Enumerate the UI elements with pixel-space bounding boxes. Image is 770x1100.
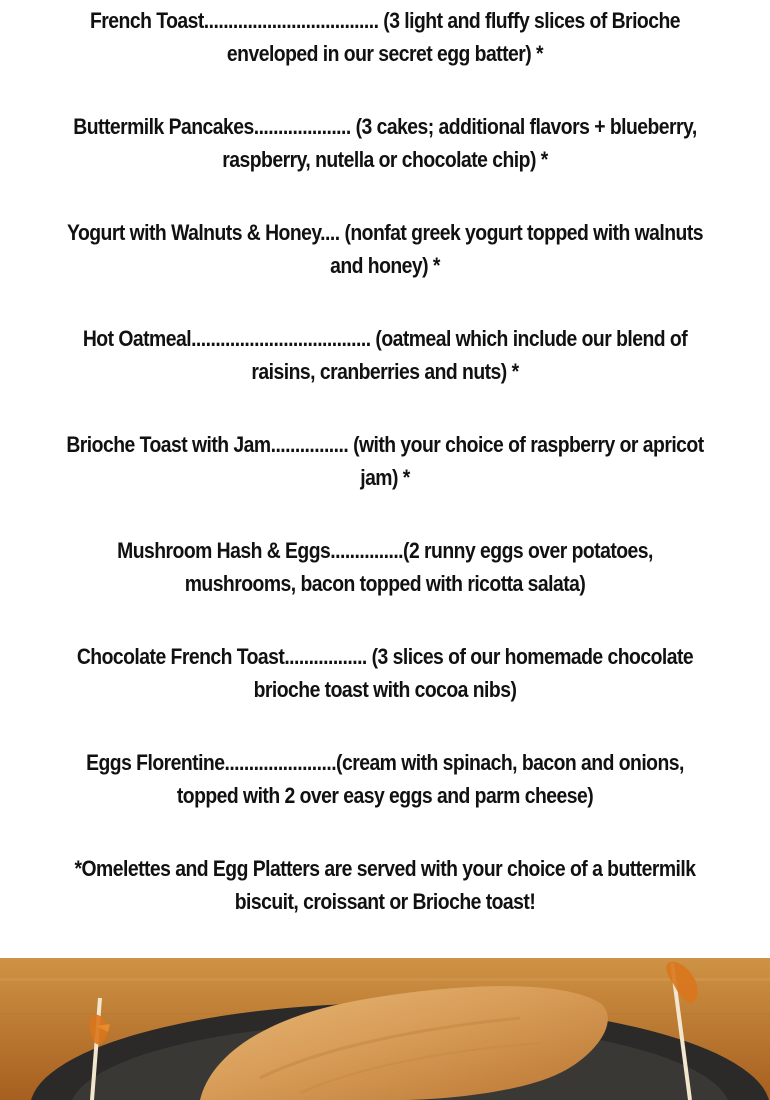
menu-item-chocolate-french-toast: Chocolate French Toast................. (3 slices of our homemade chocolate brioche toast with cocoa nibs): [76, 644, 694, 702]
menu-item-brioche-toast: Brioche Toast with Jam................ (with your choice of raspberry or apricot jam) *: [66, 432, 704, 490]
menu-item-mushroom-hash: Mushroom Hash & Eggs...............(2 runny eggs over potatoes, mushrooms, bacon topped with ricotta salata): [117, 538, 653, 596]
french-toast-illustration: [0, 958, 770, 1100]
menu-item-french-toast: French Toast.................................... (3 light and fluffy slices of Brioche enveloped in our secret egg batter) *: [90, 8, 680, 66]
menu-item-buttermilk-pancakes: Buttermilk Pancakes.................... (3 cakes; additional flavors + blueberry, raspberry, nutella or chocolate chip) *: [73, 114, 697, 172]
menu-item-hot-oatmeal: Hot Oatmeal..................................... (oatmeal which include our blend of raisins, cranberries and nuts) *: [82, 326, 688, 384]
menu-note-omelettes: *Omelettes and Egg Platters are served with your choice of a buttermilk biscuit, croissant or Brioche toast!: [74, 856, 696, 914]
menu-item-eggs-florentine: Eggs Florentine.......................(cream with spinach, bacon and onions, topped with 2 over easy eggs and parm cheese): [86, 750, 684, 808]
food-photo: [0, 958, 770, 1100]
menu-item-yogurt: Yogurt with Walnuts & Honey.... (nonfat greek yogurt topped with walnuts and honey) *: [67, 220, 703, 278]
